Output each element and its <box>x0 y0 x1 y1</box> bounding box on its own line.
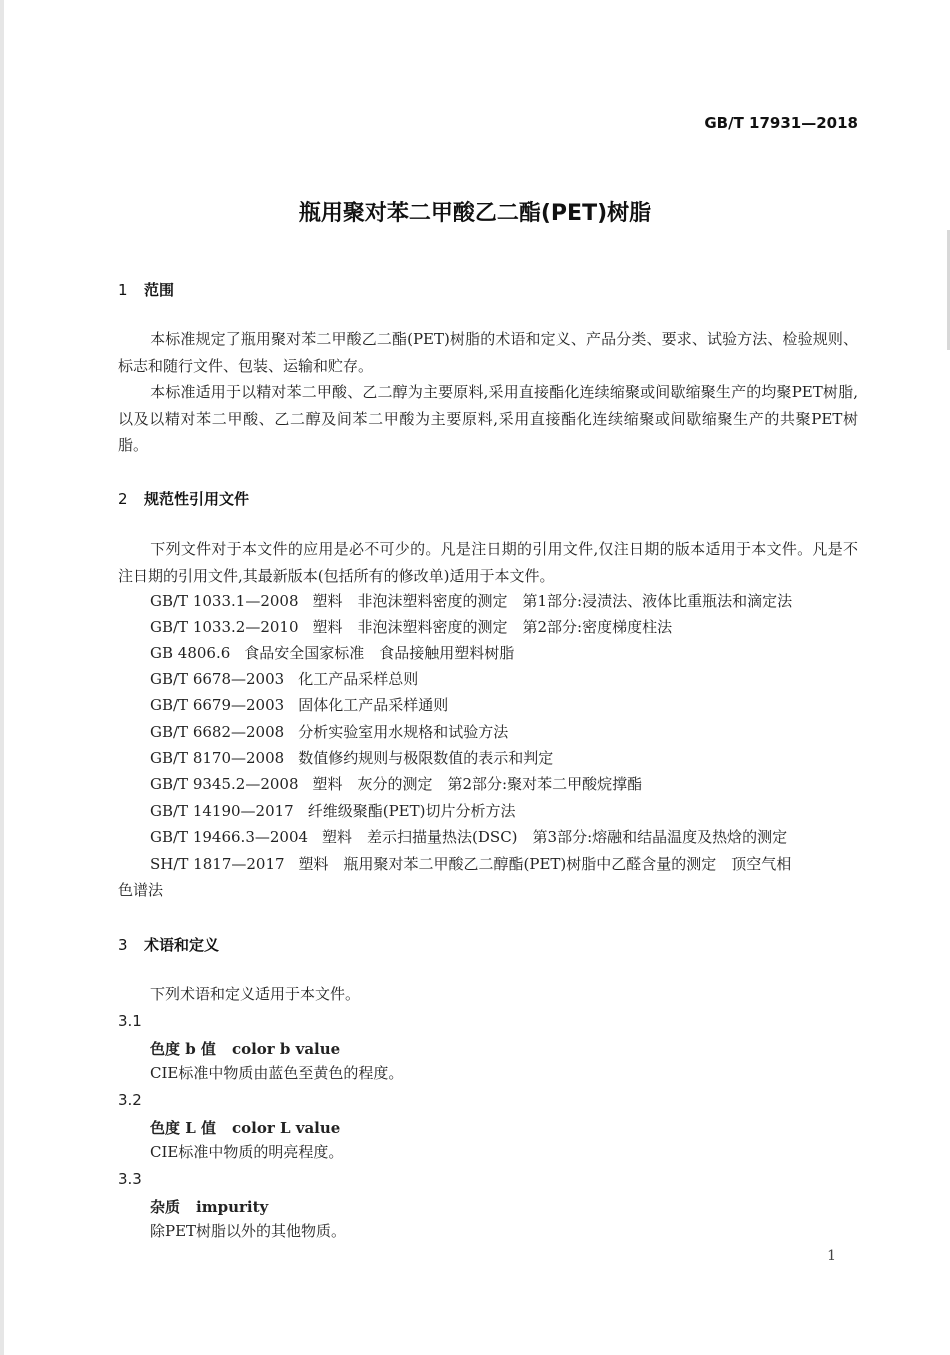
paragraph <box>118 379 858 459</box>
reference-code: GB/T 1033.2—2010 <box>150 618 299 636</box>
reference-code: GB/T 19466.3—2004 <box>150 828 309 846</box>
reference-title: 塑料 差示扫描量热法(DSC) 第3部分:熔融和结晶温度及热焓的测定 <box>322 828 788 846</box>
term-heading <box>150 1038 340 1059</box>
term-en: impurity <box>196 1198 269 1216</box>
reference-code: SH/T 1817—2017 <box>150 855 285 873</box>
reference-title: 塑料 瓶用聚对苯二甲酸乙二醇酯(PET)树脂中乙醛含量的测定 顶空气相 <box>298 855 792 873</box>
page-number: 1 <box>827 1248 836 1264</box>
reference-item <box>150 721 508 743</box>
reference-item <box>150 616 672 638</box>
term-definition: 除PET树脂以外的其他物质。 <box>150 1222 347 1240</box>
section-1-heading <box>118 279 174 300</box>
reference-code: GB/T 6678—2003 <box>150 670 285 688</box>
reference-code: GB/T 1033.1—2008 <box>150 592 299 610</box>
paragraph-text: 下列文件对于本文件的应用是必不可少的。凡是注日期的引用文件,仅注日期的版本适用于本文件。凡是不注日期的引用文件,其最新版本(包括所有的修改单)适用于本文件。 <box>118 540 858 585</box>
section-intro: 下列术语和定义适用于本文件。 <box>150 985 361 1003</box>
reference-item <box>150 800 516 822</box>
term-number: 3.3 <box>118 1170 142 1188</box>
reference-title: 分析实验室用水规格和试验方法 <box>298 723 509 741</box>
reference-title: 塑料 灰分的测定 第2部分:聚对苯二甲酸烷撑酯 <box>312 775 643 793</box>
section-3-heading <box>118 934 219 955</box>
term-number: 3.1 <box>118 1012 142 1030</box>
reference-code: GB/T 8170—2008 <box>150 749 285 767</box>
section-title: 术语和定义 <box>144 936 220 954</box>
reference-item <box>150 694 448 716</box>
reference-code: GB/T 9345.2—2008 <box>150 775 299 793</box>
reference-title: 数值修约规则与极限数值的表示和判定 <box>298 749 554 767</box>
term-definition: CIE标准中物质的明亮程度。 <box>150 1143 344 1161</box>
paragraph <box>118 536 858 589</box>
term-definition: CIE标准中物质由蓝色至黄色的程度。 <box>150 1064 404 1082</box>
paragraph-text: 本标准适用于以精对苯二甲酸、乙二醇为主要原料,采用直接酯化连续缩聚或间歇缩聚生产的均聚PET树脂,以及以精对苯二甲酸、乙二醇及间苯二甲酸为主要原料,采用直接酯化连续缩聚或间歇缩聚生产的共聚PET树脂。 <box>118 383 858 454</box>
reference-title: 塑料 非泡沫塑料密度的测定 第1部分:浸渍法、液体比重瓶法和滴定法 <box>312 592 793 610</box>
reference-code: GB/T 6682—2008 <box>150 723 285 741</box>
standard-number: GB/T 17931—2018 <box>704 114 858 132</box>
section-2-heading <box>118 488 249 509</box>
reference-code: GB 4806.6 <box>150 644 231 662</box>
term-heading <box>150 1117 340 1138</box>
reference-item <box>150 747 553 769</box>
term-cn: 杂质 <box>150 1198 181 1216</box>
reference-continuation: 色谱法 <box>118 881 164 899</box>
term-number: 3.2 <box>118 1091 142 1109</box>
term-en: color b value <box>231 1040 341 1058</box>
section-title: 范围 <box>144 281 175 299</box>
reference-item <box>150 668 418 690</box>
section-number: 2 <box>118 490 128 508</box>
section-number: 1 <box>118 281 128 299</box>
reference-title: 化工产品采样总则 <box>298 670 419 688</box>
reference-title: 纤维级聚酯(PET)切片分析方法 <box>307 802 516 820</box>
reference-title: 食品安全国家标准 食品接触用塑料树脂 <box>244 644 515 662</box>
paragraph-text: 本标准规定了瓶用聚对苯二甲酸乙二酯(PET)树脂的术语和定义、产品分类、要求、试验方法、检验规则、标志和随行文件、包装、运输和贮存。 <box>118 330 858 375</box>
reference-title: 塑料 非泡沫塑料密度的测定 第2部分:密度梯度柱法 <box>312 618 673 636</box>
reference-item <box>150 773 642 795</box>
reference-code: GB/T 14190—2017 <box>150 802 294 820</box>
reference-title: 固体化工产品采样通则 <box>298 696 449 714</box>
term-heading <box>150 1196 268 1217</box>
reference-item <box>150 853 791 875</box>
term-en: color L value <box>232 1119 341 1137</box>
section-number: 3 <box>118 936 128 954</box>
reference-item <box>150 590 792 612</box>
paragraph <box>118 326 858 379</box>
term-cn: 色度 L 值 <box>150 1119 216 1137</box>
reference-item <box>150 826 787 848</box>
section-title: 规范性引用文件 <box>144 490 250 508</box>
term-cn: 色度 b 值 <box>150 1040 216 1058</box>
reference-item <box>150 642 514 664</box>
document-title: 瓶用聚对苯二甲酸乙二酯(PET)树脂 <box>298 201 652 226</box>
reference-code: GB/T 6679—2003 <box>150 696 285 714</box>
